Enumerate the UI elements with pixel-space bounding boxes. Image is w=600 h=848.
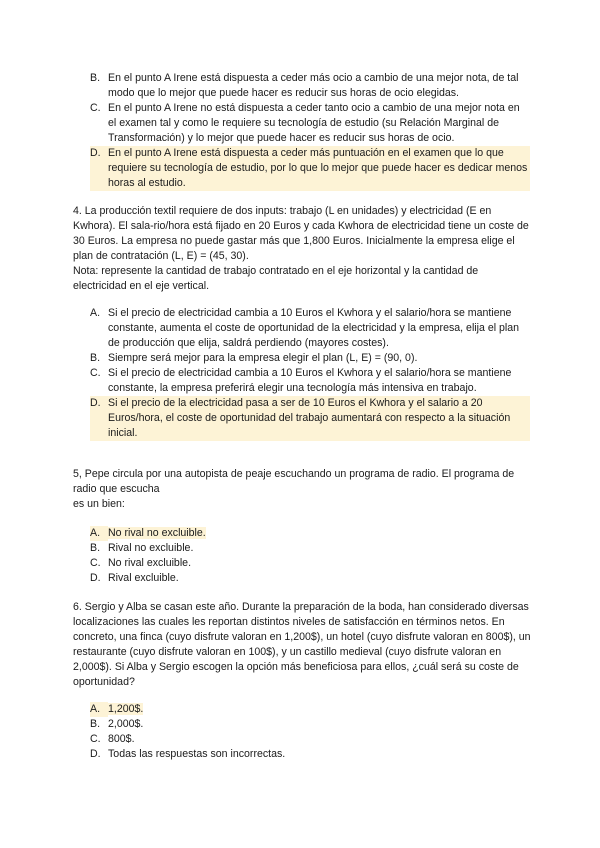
q5-option-b [90,541,530,556]
option-text: 1,200$. [108,703,144,715]
option-letter: A. [90,526,108,541]
option-letter: C. [90,557,101,569]
q4-option-d-highlighted [90,396,530,441]
q5-options [90,526,530,586]
q6-stem: 6. Sergio y Alba se casan este año. Durante la preparación de la boda, han considerado diversas localizaciones las cuales les reportan distintos niveles de satisfacción en términos netos. En concreto, una finca (cuyo disfrute valoran en 1,200$), un hotel (cuyo disfrute valoran en 800$), un restaurante (cuyo disfrute valoran en 100$), y un castillo medieval (cuyo disfrute valoran en 2,000$). Si Alba y Sergio escogen la opción más beneficiosa para ellos, ¿cuál será su coste de oportunidad? [73,601,531,688]
option-text: En el punto A Irene está dispuesta a ceder más ocio a cambio de una mejor nota, de tal modo que lo mejor que puede hacer es reducir sus horas de ocio elegidas. [108,72,519,99]
q4-stem-block [73,204,533,294]
q4-note: Nota: represente la cantidad de trabajo contratado en el eje horizontal y la cantidad de electricidad en el eje vertical. [73,265,479,292]
option-letter: B. [90,718,101,730]
q6-stem-block [73,600,533,690]
option-letter: B. [90,542,101,554]
option-letter: D. [90,748,101,760]
option-text: Si el precio de electricidad cambia a 10 Euros el Kwhora y el salario/hora se mantiene constante, aumenta el coste de oportunidad de la electricidad y la empresa, elija el plan de producción que elija, saldrá perdiendo (mayores costes). [108,307,520,349]
option-letter: A. [90,307,101,319]
q6-option-d [90,747,530,762]
q5-stem-block [73,467,533,512]
q5-stem-continued: es un bien: [73,498,125,510]
q3-option-b [90,71,530,101]
option-text: Rival excluible. [108,572,179,584]
option-letter: C. [90,367,101,379]
q5-stem: 5, Pepe circula por una autopista de peaje escuchando un programa de radio. El programa de radio que escucha [73,468,515,495]
option-text: Rival no excluible. [108,542,194,554]
option-text: En el punto A Irene está dispuesta a ceder más puntuación en el examen que lo que requiere su tecnología de estudio, por lo que lo mejor que puede hacer es dedicar menos horas al estudio. [108,146,530,191]
q6-option-b [90,717,530,732]
q6-option-a-highlighted [90,702,530,717]
q4-option-b [90,351,530,366]
option-text: En el punto A Irene no está dispuesta a ceder tanto ocio a cambio de una mejor nota en el examen tal y como le requiere su tecnología de estudio (su Relación Marginal de Transformación) y lo mejor que puede hacer es reducir sus horas de ocio. [108,102,520,144]
q6-options [90,702,530,762]
q6-option-c [90,732,530,747]
option-text: No rival excluible. [108,557,192,569]
option-text: 800$. [108,733,135,745]
q4-option-a [90,306,530,351]
q4-option-c [90,366,530,396]
option-text: Si el precio de la electricidad pasa a ser de 10 Euros el Kwhora y el salario a 20 Euros/hora, el coste de oportunidad del trabajo aumentará con respecto a la situación inicial. [108,396,530,441]
option-text: 2,000$. [108,718,144,730]
option-text: Todas las respuestas son incorrectas. [108,748,286,760]
q3-option-d-highlighted [90,146,530,191]
q5-option-a-highlighted [90,526,530,541]
q5-option-d [90,571,530,586]
option-text: No rival no excluible. [108,527,206,539]
option-text: Siempre será mejor para la empresa elegir el plan (L, E) = (90, 0). [108,352,418,364]
option-text: Si el precio de electricidad cambia a 10 Euros el Kwhora y el salario/hora se mantiene constante, la empresa preferirá elegir una tecnología más intensiva en trabajo. [108,367,512,394]
q5-option-c [90,556,530,571]
option-letter: B. [90,72,101,84]
option-letter: C. [90,733,101,745]
q4-stem: 4. La producción textil requiere de dos inputs: trabajo (L en unidades) y electricidad (E en Kwhora). El sala-rio/hora está fijado en 20 Euros y cada Kwhora de electricidad tiene un coste de 30 Euros. La empresa no puede gastar más que 1,800 Euros. Inicialmente la empresa elige el plan de contratación (L, E) = (45, 30). [73,205,529,262]
option-letter: D. [90,396,108,441]
option-letter: A. [90,702,108,717]
option-letter: D. [90,572,101,584]
q3-options [90,71,530,191]
q4-options [90,306,530,441]
option-letter: B. [90,352,101,364]
option-letter: D. [90,146,108,191]
option-letter: C. [90,102,101,114]
q3-option-c [90,101,530,146]
